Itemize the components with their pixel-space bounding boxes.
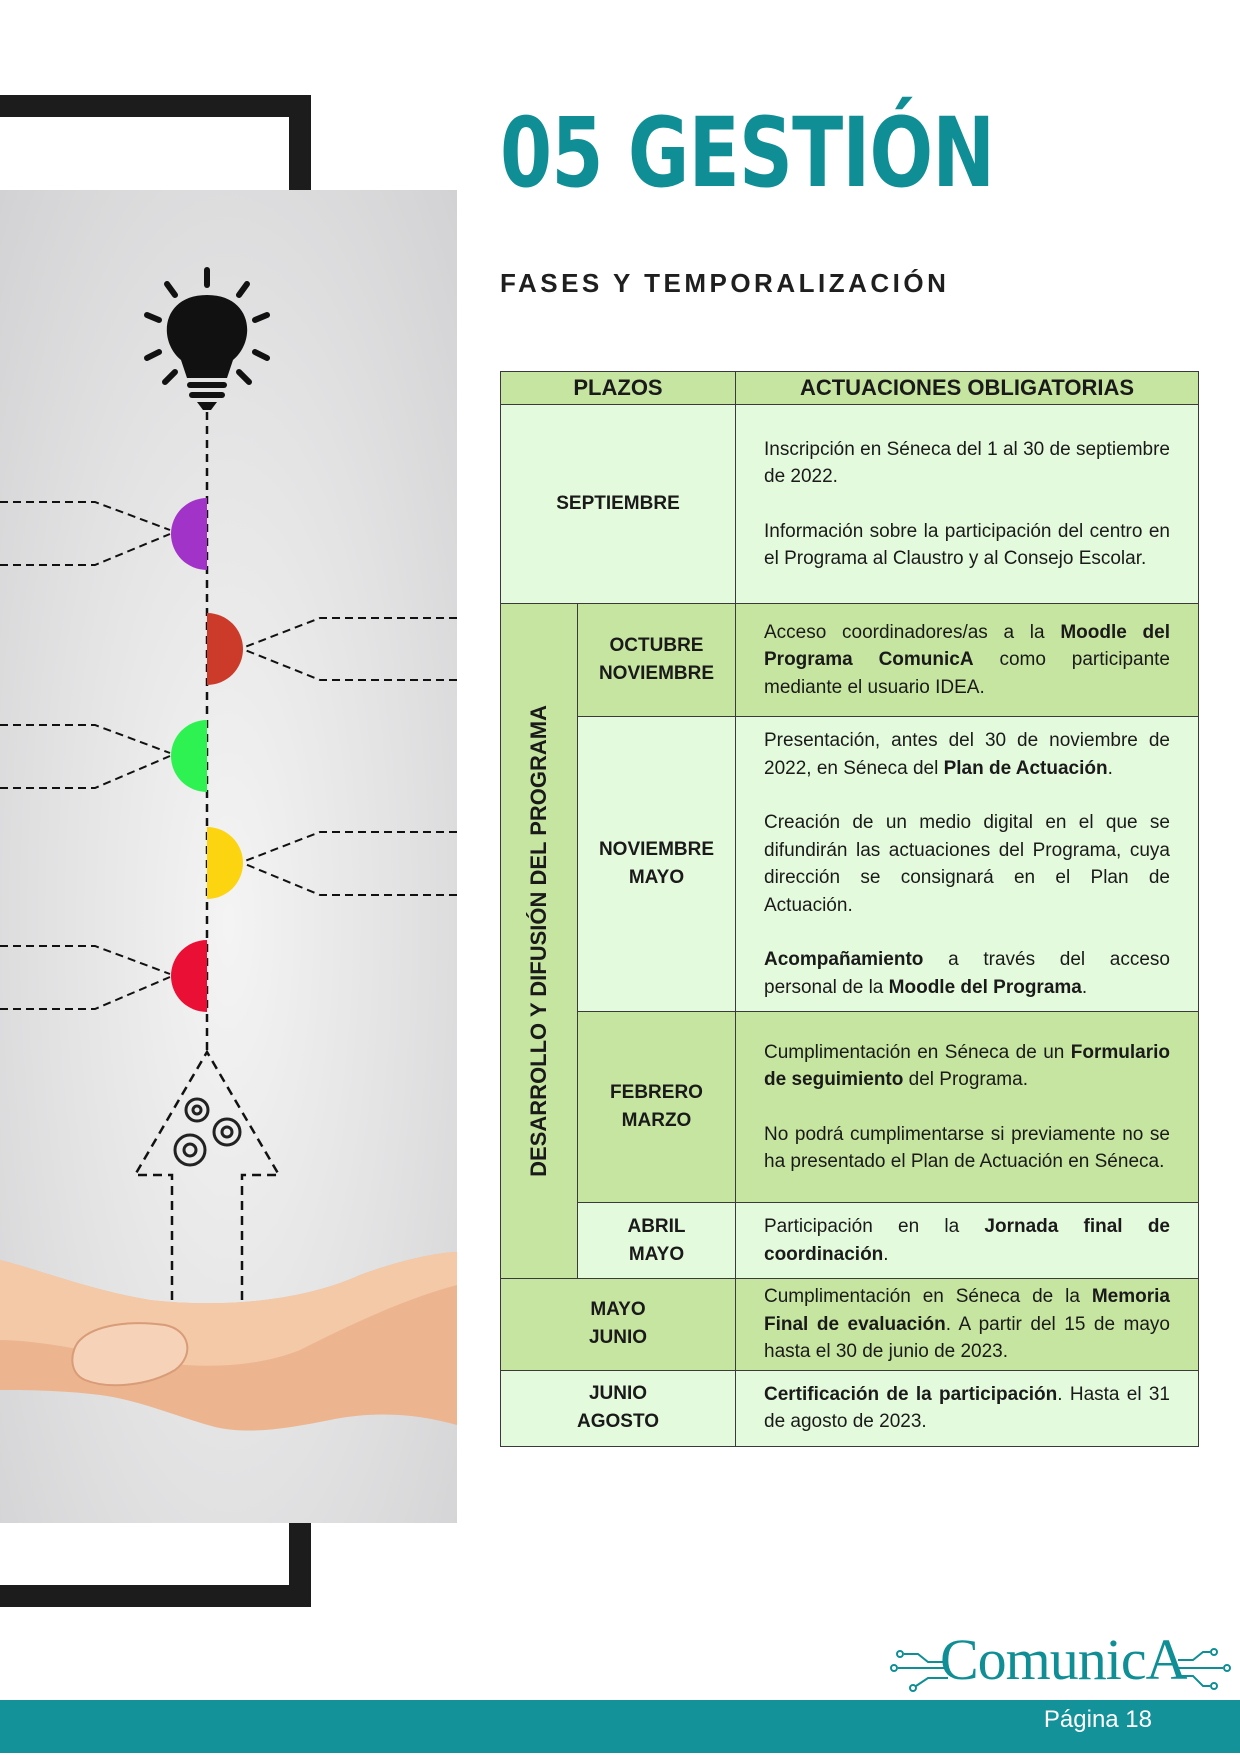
actions-cell: [736, 405, 1199, 604]
period-label: MARZO: [621, 1110, 692, 1131]
table-row: [501, 1012, 1199, 1203]
period-cell: [578, 1012, 736, 1203]
period-label: OCTUBRE: [609, 635, 704, 656]
col-header-plazos: PLAZOS: [501, 372, 736, 405]
page-title: 05 GESTIÓN: [500, 97, 995, 209]
red-marker: [207, 613, 243, 685]
action-text: Inscripción en Séneca del 1 al 30 de septiembre de 2022.: [764, 438, 1170, 487]
action-text: Cumplimentación en Séneca de la Memoria Final de evaluación. A partir del 15 de mayo hasta el 30 de junio de 2023.: [764, 1286, 1170, 1362]
group-label: DESARROLLO Y DIFUSIÓN DEL PROGRAMA: [526, 705, 551, 1177]
illustration-hand-lightbulb: [0, 190, 457, 1523]
period-label: MAYO: [590, 1299, 646, 1321]
table-row: [501, 1203, 1199, 1279]
table-row: [501, 405, 1199, 604]
actions-cell: [736, 1203, 1199, 1279]
action-text: Presentación, antes del 30 de noviembre de 2022, en Séneca del Plan de Actuación.: [764, 730, 1170, 779]
green-marker: [171, 720, 207, 792]
period-label: ABRIL: [627, 1215, 686, 1237]
period-label: SEPTIEMBRE: [556, 493, 680, 514]
action-text: Cumplimentación en Séneca de un Formulario de seguimiento del Programa.: [764, 1041, 1170, 1090]
table-header-row: [501, 372, 1199, 405]
action-text: Creación de un medio digital en el que se difundirán las actuaciones del Programa, cuya dirección se consignará en el Plan de Actuación.: [764, 812, 1170, 916]
period-cell: [501, 405, 736, 604]
table-row: [501, 604, 1199, 717]
action-text: Acceso coordinadores/as a la Moodle del Programa ComunicA como participante mediante el usuario IDEA.: [764, 621, 1171, 698]
period-label: NOVIEMBRE: [598, 663, 715, 684]
actions-cell: [736, 1370, 1199, 1446]
action-text: No podrá cumplimentarse si previamente no se ha presentado el Plan de Actuación en Séneca.: [764, 1123, 1170, 1172]
period-label: AGOSTO: [577, 1411, 659, 1432]
group-label-cell: [501, 604, 578, 1279]
period-label: NOVIEMBRE: [598, 839, 715, 860]
table-row: [501, 1370, 1199, 1446]
action-text: Acompañamiento a través del acceso personal de la Moodle del Programa.: [764, 949, 1170, 998]
period-label: JUNIO: [588, 1327, 648, 1349]
period-label: JUNIO: [588, 1383, 648, 1404]
timeline-graphic: [0, 190, 457, 1523]
period-label: MAYO: [628, 1243, 685, 1265]
hand-icon: [0, 1252, 457, 1431]
col-header-actuaciones: ACTUACIONES OBLIGATORIAS: [736, 372, 1199, 405]
table-row: [501, 717, 1199, 1012]
arrow-icon: [135, 1052, 279, 1315]
actions-cell: [736, 1012, 1199, 1203]
yellow-marker: [207, 827, 243, 899]
period-label: FEBRERO: [610, 1082, 703, 1103]
action-text: Certificación de la participación. Hasta el 31 de agosto de 2023.: [764, 1383, 1170, 1432]
period-cell: [578, 717, 736, 1012]
period-cell: [578, 1203, 736, 1279]
actions-cell: [736, 604, 1199, 717]
period-cell: [501, 1279, 736, 1371]
crimson-marker: [171, 940, 207, 1012]
action-text: Información sobre la participación del centro en el Programa al Claustro y al Consejo Escolar.: [764, 520, 1170, 569]
purple-marker: [171, 498, 207, 570]
period-cell: [578, 604, 736, 717]
section-subtitle: FASES Y TEMPORALIZACIÓN: [500, 268, 950, 298]
period-label: MAYO: [628, 867, 685, 888]
period-cell: [501, 1370, 736, 1446]
comunica-logo-text: ComunicA: [940, 1627, 1187, 1692]
action-text: Participación en la Jornada final de coordinación.: [764, 1216, 1170, 1265]
lightbulb-icon: [147, 270, 267, 410]
gears-icon: [175, 1099, 240, 1165]
table-row: [501, 1279, 1199, 1371]
phases-table: [500, 371, 1199, 1447]
actions-cell: [736, 717, 1199, 1012]
actions-cell: [736, 1279, 1199, 1371]
page-number: Página 18: [1043, 1706, 1152, 1733]
